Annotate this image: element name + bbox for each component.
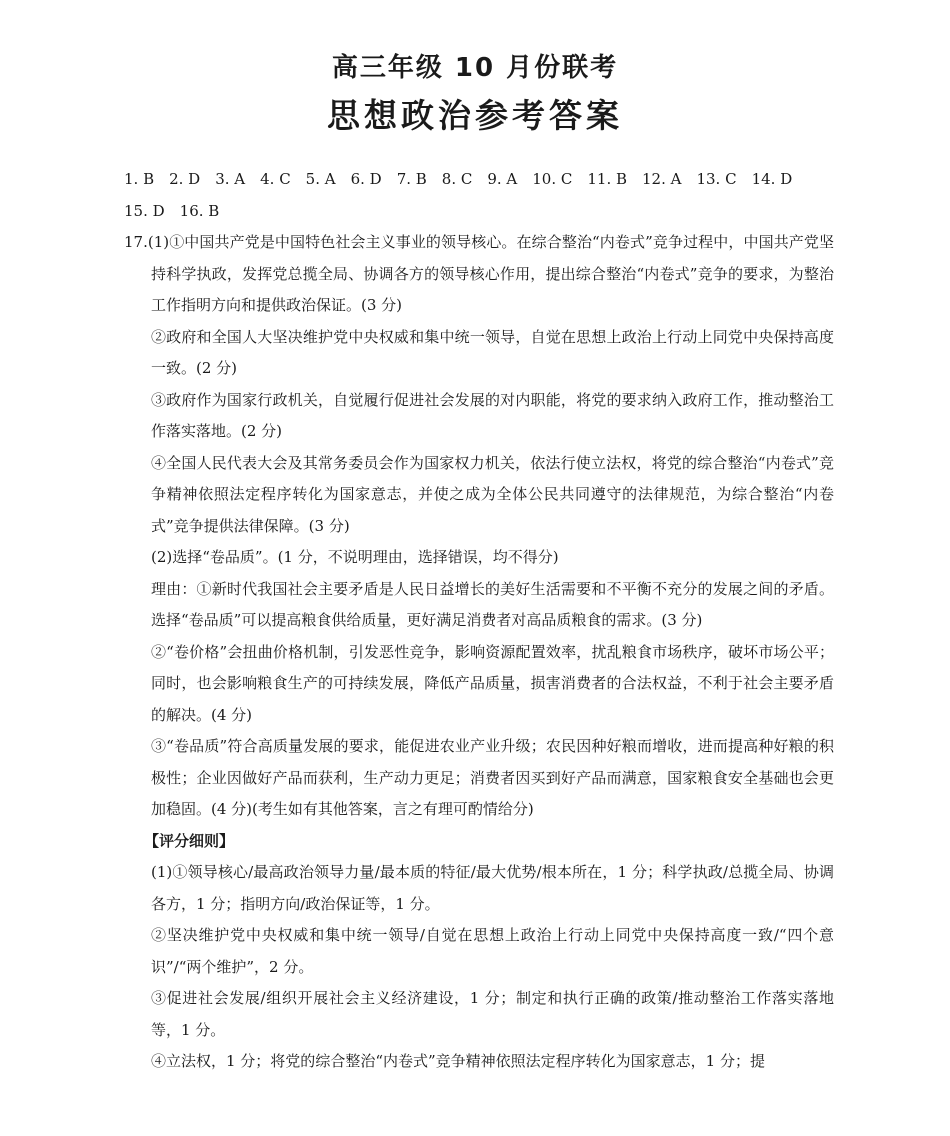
scoring-item-4: ④立法权，1 分；将党的综合整治“内卷式”竞争精神依照法定程序转化为国家意志，1 分；提 (151, 1052, 765, 1070)
q17-part2-reason2: ②“卷价格”会扭曲价格机制，引发恶性竞争，影响资源配置效率，扰乱粮食市场秩序，破坏市场公平；同时，也会影响粮食生产的可持续发展，降低产品质量，损害消费者的合法权益，不利于社会主要矛盾的解决。(4 分) (151, 642, 834, 724)
choice-answers-line-1: 1. B 2. D 3. A 4. C 5. A 6. D 7. B 8. C 9. A 10. C 11. B 12. A 13. C 14. D (124, 170, 793, 188)
exam-title: 高三年级 10 月份联考 (331, 53, 619, 83)
q17-part1-point1 (124, 227, 834, 322)
scoring-item-3: ③促进社会发展/组织开展社会主义经济建设，1 分；制定和执行正确的政策/推动整治工作落实落地等，1 分。 (151, 989, 834, 1039)
q17-part1-point2: ②政府和全国人大坚决维护党中央权威和集中统一领导，自觉在思想上政治上行动上同党中央保持高度一致。(2 分) (151, 327, 834, 377)
q17-part2-reason3: ③“卷品质”符合高质量发展的要求，能促进农业产业升级；农民因种好粮而增收，进而提高种好粮的积极性；企业因做好产品而获利，生产动力更足；消费者因买到好产品而满意，国家粮食安全基础也会更加稳固。(4 分)(考生如有其他答案，言之有理可酌情给分) (151, 737, 834, 818)
q17-part2-choice: (2)选择“卷品质”。(1 分，不说明理由，选择错误，均不得分) (151, 548, 559, 566)
answer-content (124, 164, 834, 1078)
scoring-item-2: ②坚决维护党中央权威和集中统一领导/自觉在思想上政治上行动上同党中央保持高度一致/“四个意识”/“两个维护”，2 分。 (151, 926, 834, 976)
choice-answers-line-2: 15. D 16. B (124, 201, 220, 220)
q17-part2-reason1: 理由：①新时代我国社会主要矛盾是人民日益增长的美好生活需要和不平衡不充分的发展之间的矛盾。选择“卷品质”可以提高粮食供给质量，更好满足消费者对高品质粮食的需求。(3 分) (151, 579, 834, 629)
scoring-item-1: (1)①领导核心/最高政治领导力量/最本质的特征/最大优势/根本所在，1 分；科学执政/总揽全局、协调各方，1 分；指明方向/政治保证等，1 分。 (151, 863, 834, 913)
scoring-section (124, 826, 834, 858)
scoring-label: 【评分细则】 (144, 831, 235, 850)
q17-part1-point3: ③政府作为国家行政机关，自觉履行促进社会发展的对内职能，将党的要求纳入政府工作，推动整治工作落实落地。(2 分) (151, 390, 834, 440)
q17-part1-point1-text: (1)①中国共产党是中国特色社会主义事业的领导核心。在综合整治“内卷式”竞争过程中，中国共产党坚持科学执政，发挥党总揽全局、协调各方的领导核心作用，提出综合整治“内卷式”竞争的要求，为整治工作指明方向和提供政治保证。(3 分) (147, 233, 834, 314)
question-number: 17. (124, 233, 148, 251)
q17-part1-point4: ④全国人民代表大会及其常务委员会作为国家权力机关，依法行使立法权，将党的综合整治“内卷式”竞争精神依照法定程序转化为国家意志，并使之成为全体公民共同遵守的法律规范，为综合整治“内卷式”竞争提供法律保障。(3 分) (151, 453, 834, 535)
answer-key-title: 思想政治参考答案 (327, 96, 623, 135)
